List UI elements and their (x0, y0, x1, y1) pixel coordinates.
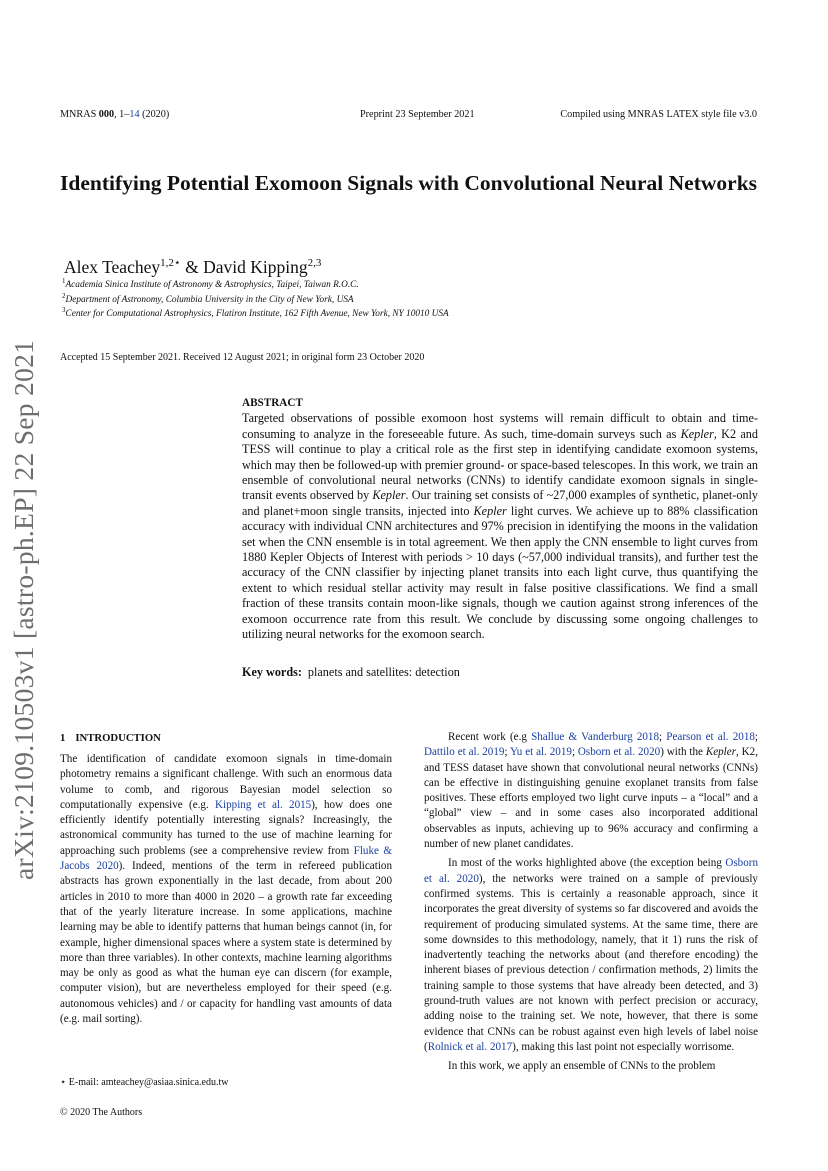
section-heading (60, 732, 171, 744)
footnote: ⋆ E-mail: amteachey@asiaa.sinica.edu.tw (60, 1077, 229, 1088)
keywords (242, 665, 460, 680)
citation-link[interactable]: Fluke & Jacobs 2020 (60, 844, 392, 873)
left-column (60, 752, 392, 1027)
paragraph: Recent work (e.g Shallue & Vanderburg 2018; Pearson et al. 2018; Dattilo et al. 2019; Yu et al. 2019; Osborn et al. 2020) with the Kepler, K2, and TESS dataset have shown that convolutional neural networks (CNNs) can be effective in distinguishing genuine exoplanet transits from false positives. These efforts employed two light curve inputs – a “local” and a “global” view – and in some cases also incorporated additional observables as inputs, achieving up to 96% accuracy and confirming a number of new planet candidates. (424, 731, 759, 851)
citation-link[interactable]: Pearson et al. 2018 (666, 731, 755, 743)
paragraph: The identification of candidate exomoon signals in time-domain photometry remains a significant challenge. With such an enormous data volume to comb, and rigorous Bayesian model selection so computationally expensive (e.g. Kipping et al. 2015), how does one efficiently identify potentially interesting signals? Increasingly, the astronomical community has turned to the use of machine learning for approaching such problems (see a comprehensive review from Fluke & Jacobs 2020). Indeed, mentions of the term in refereed publication abstracts has grown exponentially in the last decade, from about 200 articles in 2010 to more than 4000 in 2020 – a growth rate far exceeding that of the yearly literature increase. In some applications, machine learning may be able to identify patterns that human beings cannot (in, for example, higher dimensional spaces where a system state is determined by more than three variables). In other contexts, machine learning algorithms may be only as good as what the human eye can discern (for example, computer vision), but are nevertheless employed for their speed (e.g. autonomous vehicles) and / or capacity for handling vast amounts of data (e.g. mail sorting). (60, 753, 392, 1026)
paragraph: In this work, we apply an ensemble of CNNs to the problem (448, 1060, 716, 1073)
citation-link[interactable]: Yu et al. 2019 (510, 746, 572, 759)
publication-history: Accepted 15 September 2021. Received 12 August 2021; in original form 23 October 2020 (60, 352, 425, 363)
affiliation: $^3$Center for Computational Astrophysics, Flatiron Institute, 162 Fifth Avenue, New York, NY 10010 USA (62, 306, 449, 320)
citation-link[interactable]: Osborn et al. 2020 (424, 857, 758, 885)
section-title: INTRODUCTION (75, 732, 161, 744)
citation-link[interactable]: Osborn et al. 2020 (577, 746, 661, 759)
compiled-note: Compiled using MNRAS LATEX style file v3.0 (560, 109, 757, 120)
citation-link[interactable]: Dattilo et al. 2019 (424, 746, 505, 759)
footnote-mark: ⋆ (60, 1077, 67, 1088)
author-name: David Kipping (203, 256, 308, 277)
affiliation: $^1$Academia Sinica Institute of Astronomy & Astrophysics, Taipei, Taiwan R.O.C. (62, 277, 359, 291)
citation-link[interactable]: Rolnick et al. 2017 (427, 1040, 513, 1053)
abstract-heading: ABSTRACT (242, 397, 303, 409)
right-column (424, 730, 758, 1075)
author-name: Alex Teachey (64, 256, 161, 277)
volume: 000 (98, 109, 115, 120)
last-page-link[interactable]: 14 (129, 109, 140, 120)
citation-link[interactable]: Kipping et al. 2015 (215, 798, 312, 811)
running-header-journal: MNRAS 000, 1–14 (2020) (60, 109, 170, 120)
author-affiliation-mark: 2,3 (307, 257, 322, 269)
author-affiliation-mark: 1,2⋆ (160, 257, 181, 269)
citation-link[interactable]: Shallue & Vanderburg 2018 (531, 731, 660, 743)
affiliation: $^2$Department of Astronomy, Columbia University in the City of New York, USA (62, 292, 354, 306)
paragraph: In most of the works highlighted above (the exception being Osborn et al. 2020), the networks were trained on a sample of previously confirmed systems. This is certainly a reasonable approach, since it incorporates the great diversity of systems so far discovered and avoids the requirement of producing simulated systems. At the same time, there are some downsides to this methodology, namely, that it 1) runs the risk of inadvertently teaching the networks about (and therefore encoding) the inherent biases of previous detection / confirmation methods, 2) limits the training sample to those systems that have already been detected, and 3) ground-truth values are not known with perfect precision or accuracy, adding noise to the training set. We note, however, that there is some evidence that CNNs can be robust against even high levels of label noise (Rolnick et al. 2017), making this last point not especially worrisome. (424, 857, 758, 1053)
keywords-value: planets and satellites: detection (307, 665, 460, 679)
section-number: 1 (60, 732, 66, 744)
keywords-label: Key words: (242, 665, 302, 679)
paper-title: Identifying Potential Exomoon Signals with Convolutional Neural Networks (60, 171, 758, 195)
author-line: Alex Teachey$^{1,2⋆}$ & David Kipping$^{2,3}$ (64, 256, 322, 277)
preprint-date: Preprint 23 September 2021 (360, 109, 475, 120)
abstract: ABSTRACT Targeted observations of possible exomoon host systems will remain difficult to obtain and time-consuming to analyze in the foreseeable future. As such, time-domain surveys such as Kepler, K2 and TESS will continue to play a critical role as the first step in identifying candidate exomoon systems, which may then be followed-up with premier ground- or space-based telescopes. In this work, we train an ensemble of convolutional neural networks (CNNs) to identify candidate exomoon signals in single-transit events observed by Kepler. Our training set consists of ~27,000 examples of synthetic, planet-only and planet+moon single transits, injected into Kepler light curves. We achieve up to 88% classification accuracy with individual CNN architectures and 97% precision in identifying the moons in the validation set when the CNN ensemble is in total agreement. We then apply the CNN ensemble to light curves from 1880 Kepler Objects of Interest with periods > 10 days (~57,000 individual transits), and further test the accuracy of the CNN classifier by injecting planet transits into each light curve, thus quantifying the extent to which residual stellar activity may result in false positive classifications. We find a small fraction of these transits contain moon-like signals, though we caution against strong inferences of the exomoon occurrence rate from this result. We conclude by discussing some ongoing challenges to utilizing neural networks for the exomoon search. (242, 397, 758, 642)
arxiv-stamp: arXiv:2109.10503v1 [astro-ph.EP] 22 Sep 2021 (8, 339, 39, 880)
copyright: © 2020 The Authors (60, 1107, 143, 1118)
